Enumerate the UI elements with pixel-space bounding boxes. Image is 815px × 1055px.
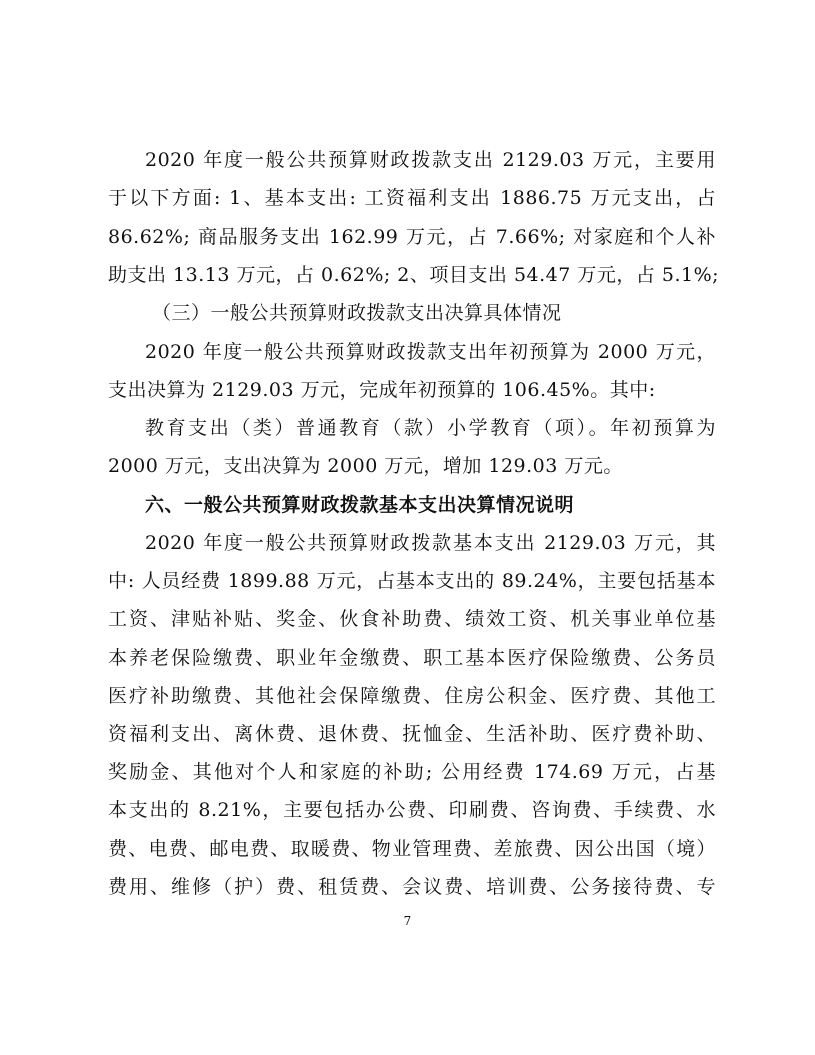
paragraph-line: 支出决算为 2129.03 万元，完成年初预算的 106.45%。其中: <box>108 379 656 401</box>
page-number: 7 <box>403 914 412 928</box>
section-heading: 六、一般公共预算财政拨款基本支出决算情况说明 <box>145 494 575 516</box>
paragraph-line: 教育支出（类）普通教育（款）小学教育（项）。年初预算为 <box>145 417 716 439</box>
paragraph-line: 2020 年度一般公共预算财政拨款支出年初预算为 2000 万元， <box>145 341 716 363</box>
paragraph-line: 奖励金、其他对个人和家庭的补助; 公用经费 174.69 万元，占基 <box>108 761 716 783</box>
paragraph-line: 中: 人员经费 1899.88 万元，占基本支出的 89.24%，主要包括基本 <box>108 570 716 592</box>
paragraph-line: 2020 年度一般公共预算财政拨款基本支出 2129.03 万元，其 <box>145 532 716 554</box>
paragraph-line: 2020 年度一般公共预算财政拨款支出 2129.03 万元，主要用 <box>145 149 716 171</box>
paragraph-line: 86.62%; 商品服务支出 162.99 万元，占 7.66%; 对家庭和个人补 <box>108 226 716 248</box>
paragraph-line: 助支出 13.13 万元，占 0.62%; 2、项目支出 54.47 万元，占 5.1%; <box>108 264 720 286</box>
paragraph-line: 本支出的 8.21%，主要包括办公费、印刷费、咨询费、手续费、水 <box>108 799 716 821</box>
paragraph-line: 2000 万元，支出决算为 2000 万元，增加 129.03 万元。 <box>108 455 623 477</box>
paragraph-line: 费、电费、邮电费、取暖费、物业管理费、差旅费、因公出国（境） <box>108 838 716 860</box>
paragraph-line: 于以下方面: 1、基本支出: 工资福利支出 1886.75 万元支出，占 <box>108 187 716 209</box>
paragraph-line: 工资、津贴补贴、奖金、伙食补助费、绩效工资、机关事业单位基 <box>108 608 716 630</box>
paragraph-line: 费用、维修（护）费、租赁费、会议费、培训费、公务接待费、专 <box>108 876 716 898</box>
paragraph-line: 资福利支出、离休费、退休费、抚恤金、生活补助、医疗费补助、 <box>108 723 716 745</box>
section-subheading: （三）一般公共预算财政拨款支出决算具体情况 <box>152 302 562 324</box>
paragraph-line: 本养老保险缴费、职业年金缴费、职工基本医疗保险缴费、公务员 <box>108 647 716 669</box>
paragraph-line: 医疗补助缴费、其他社会保障缴费、住房公积金、医疗费、其他工 <box>108 685 716 707</box>
